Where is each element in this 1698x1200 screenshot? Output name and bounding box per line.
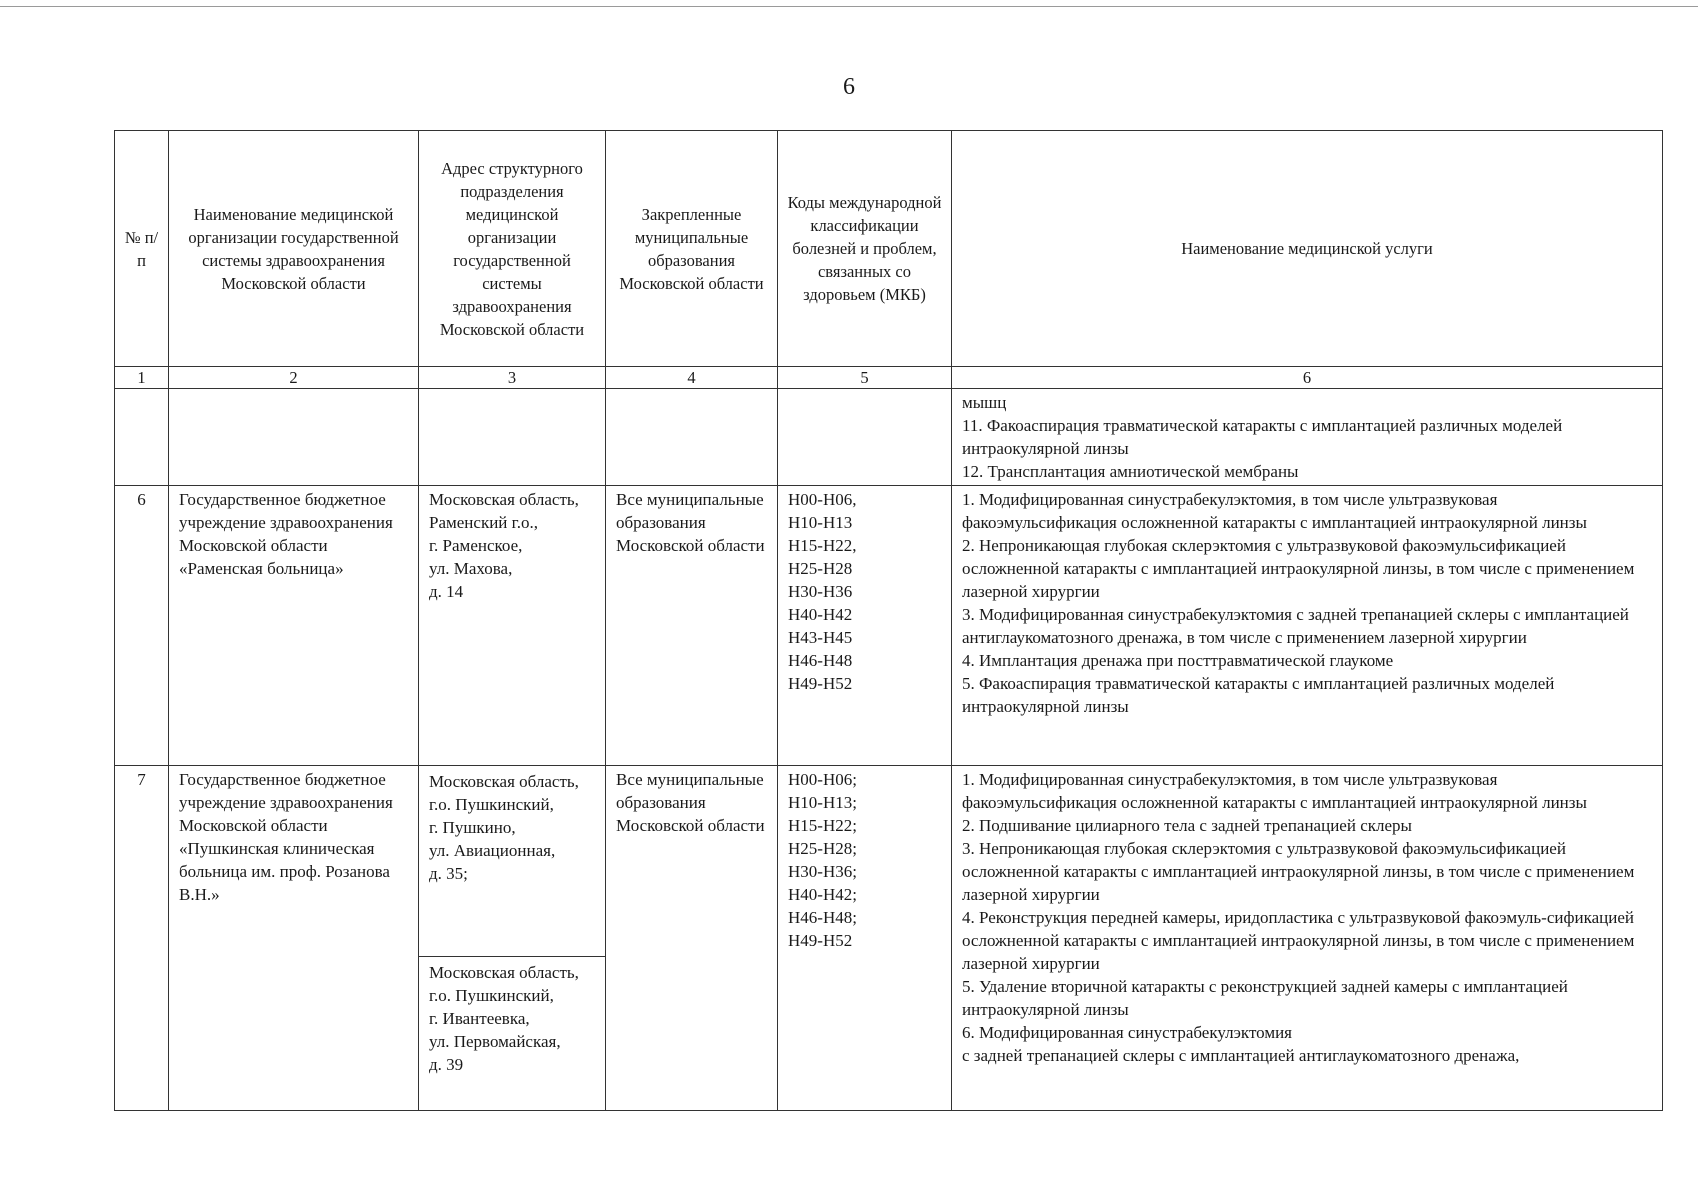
org-name xyxy=(169,389,419,486)
column-number: 2 xyxy=(169,367,419,389)
municipalities: Все муниципальные образования Московской области xyxy=(606,766,778,1111)
header-municipalities: Закрепленные муниципальные образования Московской области xyxy=(606,131,778,367)
column-number-row xyxy=(115,367,1663,389)
service-list: 1. Модифицированная синустрабекулэктомия, в том числе ультразвуковая факоэмульсификация осложненной катаракты с имплантацией интраокулярной линзы 2. Подшивание цилиарного тела с задней трепанацией склеры 3. Непроникающая глубокая склерэктомия с ультразвуковой факоэмульсификацией осложненной катаракты с имплантацией интраокулярной линзы, в том числе с применением лазерной хирургии 4. Реконструкция передней камеры, иридопластика с ультразвуковой факоэмуль-сификацией осложненной катаракты с имплантацией интраокулярной линзы, в том числе с применением лазерной хирургии 5. Удаление вторичной катаракты с реконструкцией задней камеры с имплантацией интраокулярной линзы 6. Модифицированная синустрабекулэктомия с задней трепанацией склеры с имплантацией антиглаукоматозного дренажа, xyxy=(952,766,1663,1111)
scan-top-edge xyxy=(0,6,1698,7)
address: Московская область, Раменский г.о., г. Раменское, ул. Махова, д. 14 xyxy=(419,486,606,766)
service-list: 1. Модифицированная синустрабекулэктомия, в том числе ультразвуковая факоэмульсификация осложненной катаракты с имплантацией интраокулярной линзы 2. Непроникающая глубокая склерэктомия с ультразвуковой факоэмульсификацией осложненной катаракты с имплантацией интраокулярной линзы, в том числе с применением лазерной хирургии 3. Модифицированная синустрабекулэктомия с задней трепанацией склеры с имплантацией антиглаукоматозного дренажа, в том числе с применением лазерной хирургии 4. Имплантация дренажа при посттравматической глаукоме 5. Факоаспирация травматической катаракты с имплантацией различных моделей интраокулярной линзы xyxy=(952,486,1663,766)
header-icd-codes: Коды международной классификации болезней и проблем, связанных со здоровьем (МКБ) xyxy=(778,131,952,367)
org-name: Государственное бюджетное учреждение здравоохранения Московской области «Пушкинская клиническая больница им. проф. Розанова В.Н.» xyxy=(169,766,419,1111)
service-list: мышц 11. Факоаспирация травматической катаракты с имплантацией различных моделей интраокулярной линзы 12. Трансплантация амниотической мембраны xyxy=(952,389,1663,486)
row-num: 7 xyxy=(115,766,169,1111)
header-service: Наименование медицинской услуги xyxy=(952,131,1663,367)
row-num: 6 xyxy=(115,486,169,766)
table-row xyxy=(115,486,1663,766)
column-number: 5 xyxy=(778,367,952,389)
row-num xyxy=(115,389,169,486)
address: Московская область, г.о. Пушкинский, г. Ивантеевка, ул. Первомайская, д. 39 xyxy=(419,956,605,1080)
services-table xyxy=(114,130,1663,1111)
icd-codes: Н00-Н06, Н10-Н13 Н15-Н22, Н25-Н28 Н30-Н36 Н40-Н42 Н43-Н45 Н46-Н48 Н49-Н52 xyxy=(778,486,952,766)
table-row xyxy=(115,389,1663,486)
page-number: 6 xyxy=(843,74,855,100)
header-address: Адрес структурного подразделения медицинской организации государственной системы здравоохранения Московской области xyxy=(419,131,606,367)
municipalities: Все муниципальные образования Московской области xyxy=(606,486,778,766)
header-org: Наименование медицинской организации государственной системы здравоохранения Московской области xyxy=(169,131,419,367)
table-row xyxy=(115,766,1663,1111)
address: Московская область, г.о. Пушкинский, г. Пушкино, ул. Авиационная, д. 35; xyxy=(429,772,579,883)
municipalities xyxy=(606,389,778,486)
column-number: 4 xyxy=(606,367,778,389)
column-number: 1 xyxy=(115,367,169,389)
address-cell xyxy=(419,766,606,1111)
header-row xyxy=(115,131,1663,367)
icd-codes xyxy=(778,389,952,486)
address xyxy=(419,389,606,486)
header-num: № п/п xyxy=(115,131,169,367)
icd-codes: Н00-Н06; Н10-Н13; Н15-Н22; Н25-Н28; Н30-Н36; Н40-Н42; Н46-Н48; Н49-Н52 xyxy=(778,766,952,1111)
column-number: 3 xyxy=(419,367,606,389)
column-number: 6 xyxy=(952,367,1663,389)
org-name: Государственное бюджетное учреждение здравоохранения Московской области «Раменская больница» xyxy=(169,486,419,766)
